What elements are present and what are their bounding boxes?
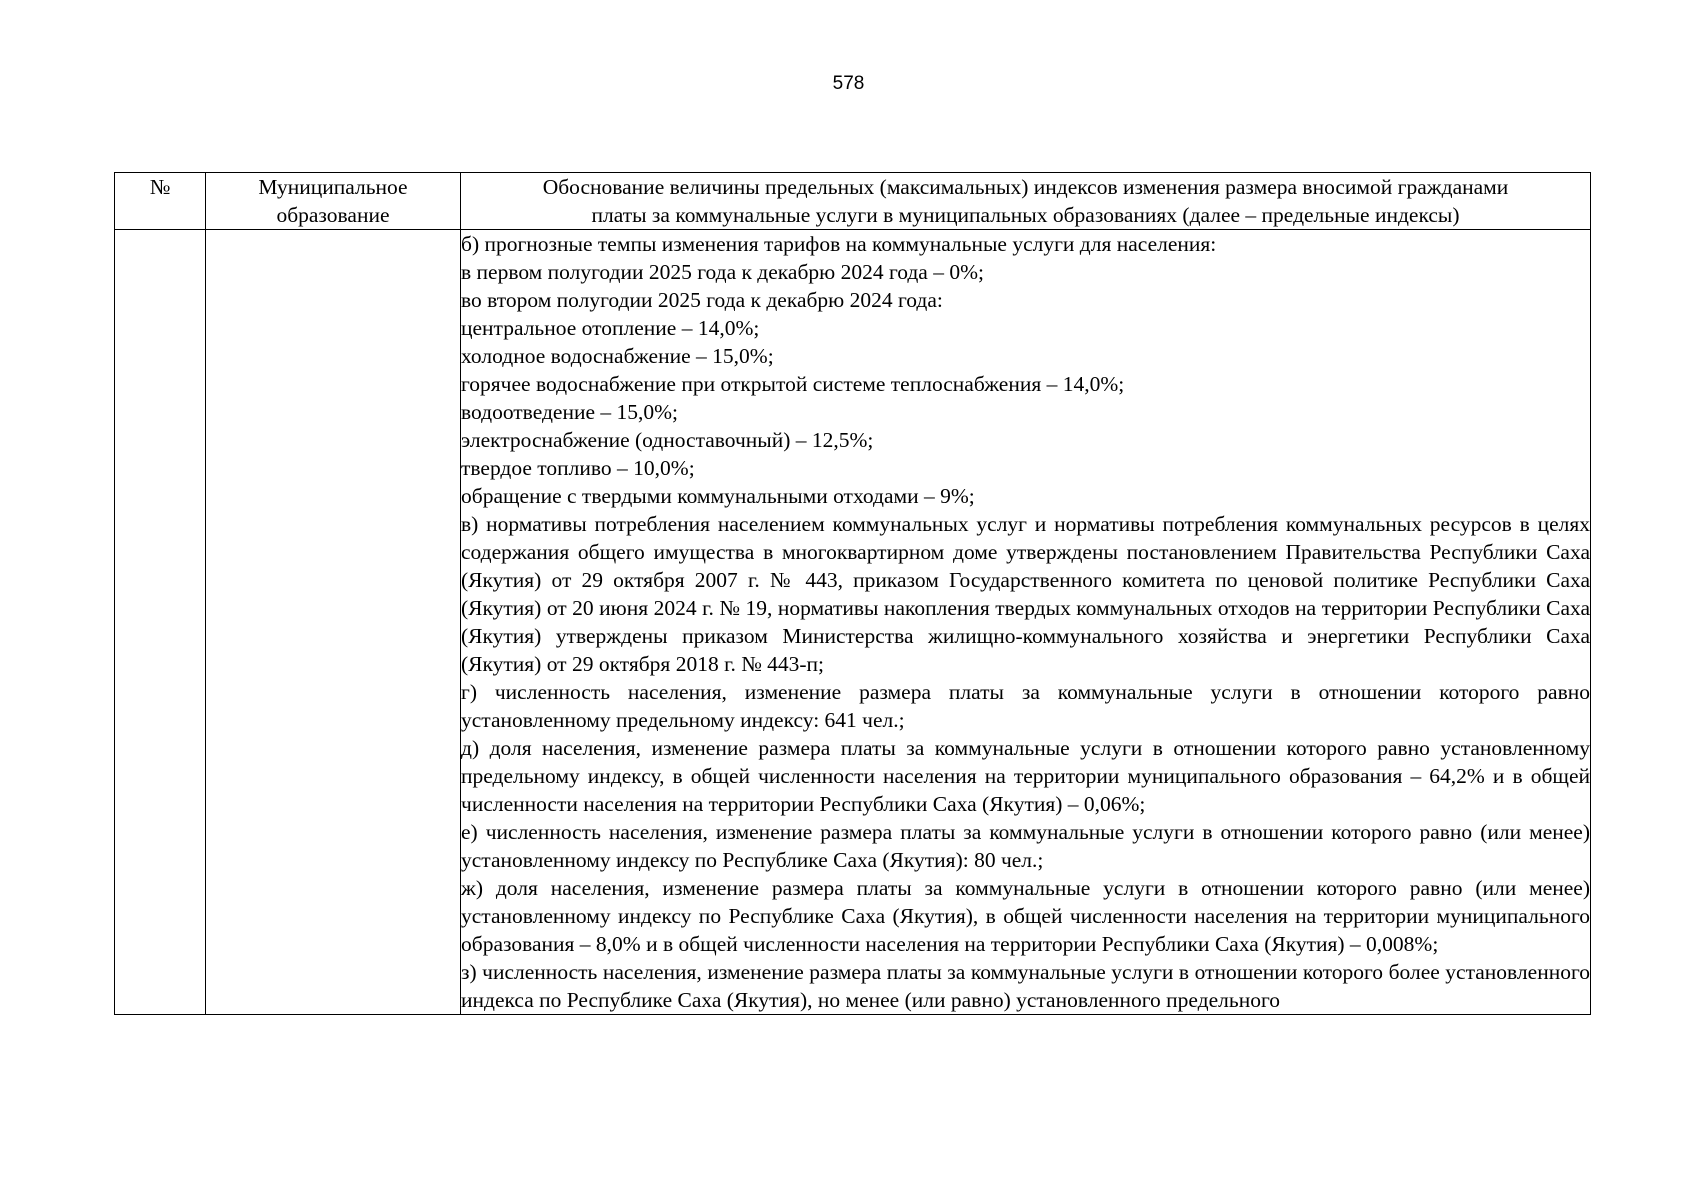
list-item: обращение с твердыми коммунальными отходами – 9%;	[461, 484, 975, 508]
row-municipality-cell	[206, 230, 461, 1015]
list-item: холодное водоснабжение – 15,0%;	[461, 344, 774, 368]
list-item: в первом полугодии 2025 года к декабрю 2024 года – 0%;	[461, 260, 984, 284]
header-municipality-line2: образование	[276, 203, 390, 227]
row-justification-cell	[461, 230, 1591, 1015]
list-item: водоотведение – 15,0%;	[461, 400, 679, 424]
table-header-row	[115, 173, 1591, 230]
paragraph-z: з) численность населения, изменение размера платы за коммунальные услуги в отношении которого более установленного индекса по Республике Саха (Якутия), но менее (или равно) установленного предельного	[461, 960, 1590, 1012]
list-item: центральное отопление – 14,0%;	[461, 316, 760, 340]
paragraph-d: д) доля населения, изменение размера платы за коммунальные услуги в отношении которого равно установленному предельному индексу, в общей численности населения на территории муниципального образования – 64,2% и в общей численности населения на территории Республики Саха (Якутия) – 0,06%;	[461, 736, 1590, 816]
header-municipality	[206, 173, 461, 230]
paragraph-v: в) нормативы потребления населением коммунальных услуг и нормативы потребления коммунальных ресурсов в целях содержания общего имущества в многоквартирном доме утверждены постановлением Правительства Республики Саха (Якутия) от 29 октября 2007 г. № 443, приказом Государственного комитета по ценовой политике Республики Саха (Якутия) от 20 июня 2024 г. № 19, нормативы накопления твердых коммунальных отходов на территории Республики Саха (Якутия) утверждены приказом Министерства жилищно-коммунального хозяйства и энергетики Республики Саха (Якутия) от 29 октября 2018 г. № 443-п;	[461, 512, 1590, 676]
list-item: электроснабжение (одноставочный) – 12,5%;	[461, 428, 874, 452]
page-number: 578	[832, 73, 865, 94]
paragraph-g: г) численность населения, изменение размера платы за коммунальные услуги в отношении которого равно установленному предельному индексу: 641 чел.;	[461, 680, 1590, 732]
justification-table	[114, 172, 1591, 1015]
header-justification-line2: платы за коммунальные услуги в муниципальных образованиях (далее – предельные индексы)	[591, 203, 1460, 227]
paragraph-zh: ж) доля населения, изменение размера платы за коммунальные услуги в отношении которого равно (или менее) установленному индексу по Республике Саха (Якутия), в общей численности населения на территории муниципального образования – 8,0% и в общей численности населения на территории Республики Саха (Якутия) – 0,008%;	[461, 876, 1590, 956]
paragraph-e: е) численность населения, изменение размера платы за коммунальные услуги в отношении которого равно (или менее) установленному индексу по Республике Саха (Якутия): 80 чел.;	[461, 820, 1590, 872]
header-justification	[461, 173, 1591, 230]
header-municipality-line1: Муниципальное	[258, 175, 408, 199]
row-number-cell	[115, 230, 206, 1015]
list-item: горячее водоснабжение при открытой системе теплоснабжения – 14,0%;	[461, 372, 1125, 396]
list-item: во втором полугодии 2025 года к декабрю 2024 года:	[461, 288, 943, 312]
header-justification-line1: Обоснование величины предельных (максимальных) индексов изменения размера вносимой гражданами	[542, 175, 1509, 199]
header-number: №	[115, 173, 206, 230]
list-item: б) прогнозные темпы изменения тарифов на коммунальные услуги для населения:	[461, 232, 1217, 256]
list-item: твердое топливо – 10,0%;	[461, 456, 695, 480]
table-row	[115, 230, 1591, 1015]
